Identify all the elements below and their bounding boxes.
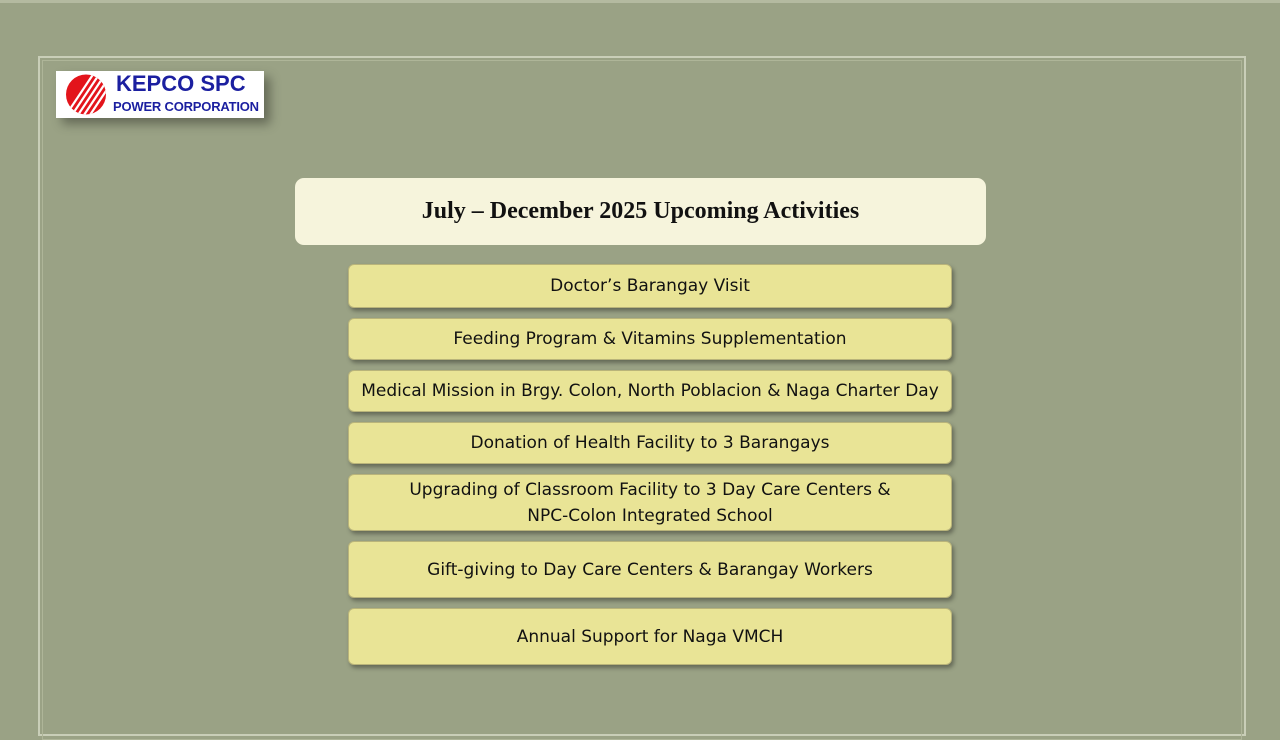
activity-item: Upgrading of Classroom Facility to 3 Day Care Centers & NPC-Colon Integrated School <box>348 474 952 531</box>
slide-title: July – December 2025 Upcoming Activities <box>421 198 860 224</box>
activity-item: Gift-giving to Day Care Centers & Barangay Workers <box>348 541 952 598</box>
logo-mark-icon <box>58 73 116 116</box>
activity-item: Doctor’s Barangay Visit <box>348 264 952 308</box>
activity-item: Donation of Health Facility to 3 Barangays <box>348 422 952 464</box>
activity-item: Medical Mission in Brgy. Colon, North Poblacion & Naga Charter Day <box>348 370 952 412</box>
company-logo <box>56 71 264 118</box>
top-border-line <box>0 0 1280 3</box>
activity-item: Annual Support for Naga VMCH <box>348 608 952 665</box>
slide-title-box <box>295 178 986 245</box>
activity-item: Feeding Program & Vitamins Supplementation <box>348 318 952 360</box>
logo-bottom-text: POWER CORPORATION <box>113 99 259 114</box>
logo-top-text: KEPCO SPC <box>116 71 246 96</box>
